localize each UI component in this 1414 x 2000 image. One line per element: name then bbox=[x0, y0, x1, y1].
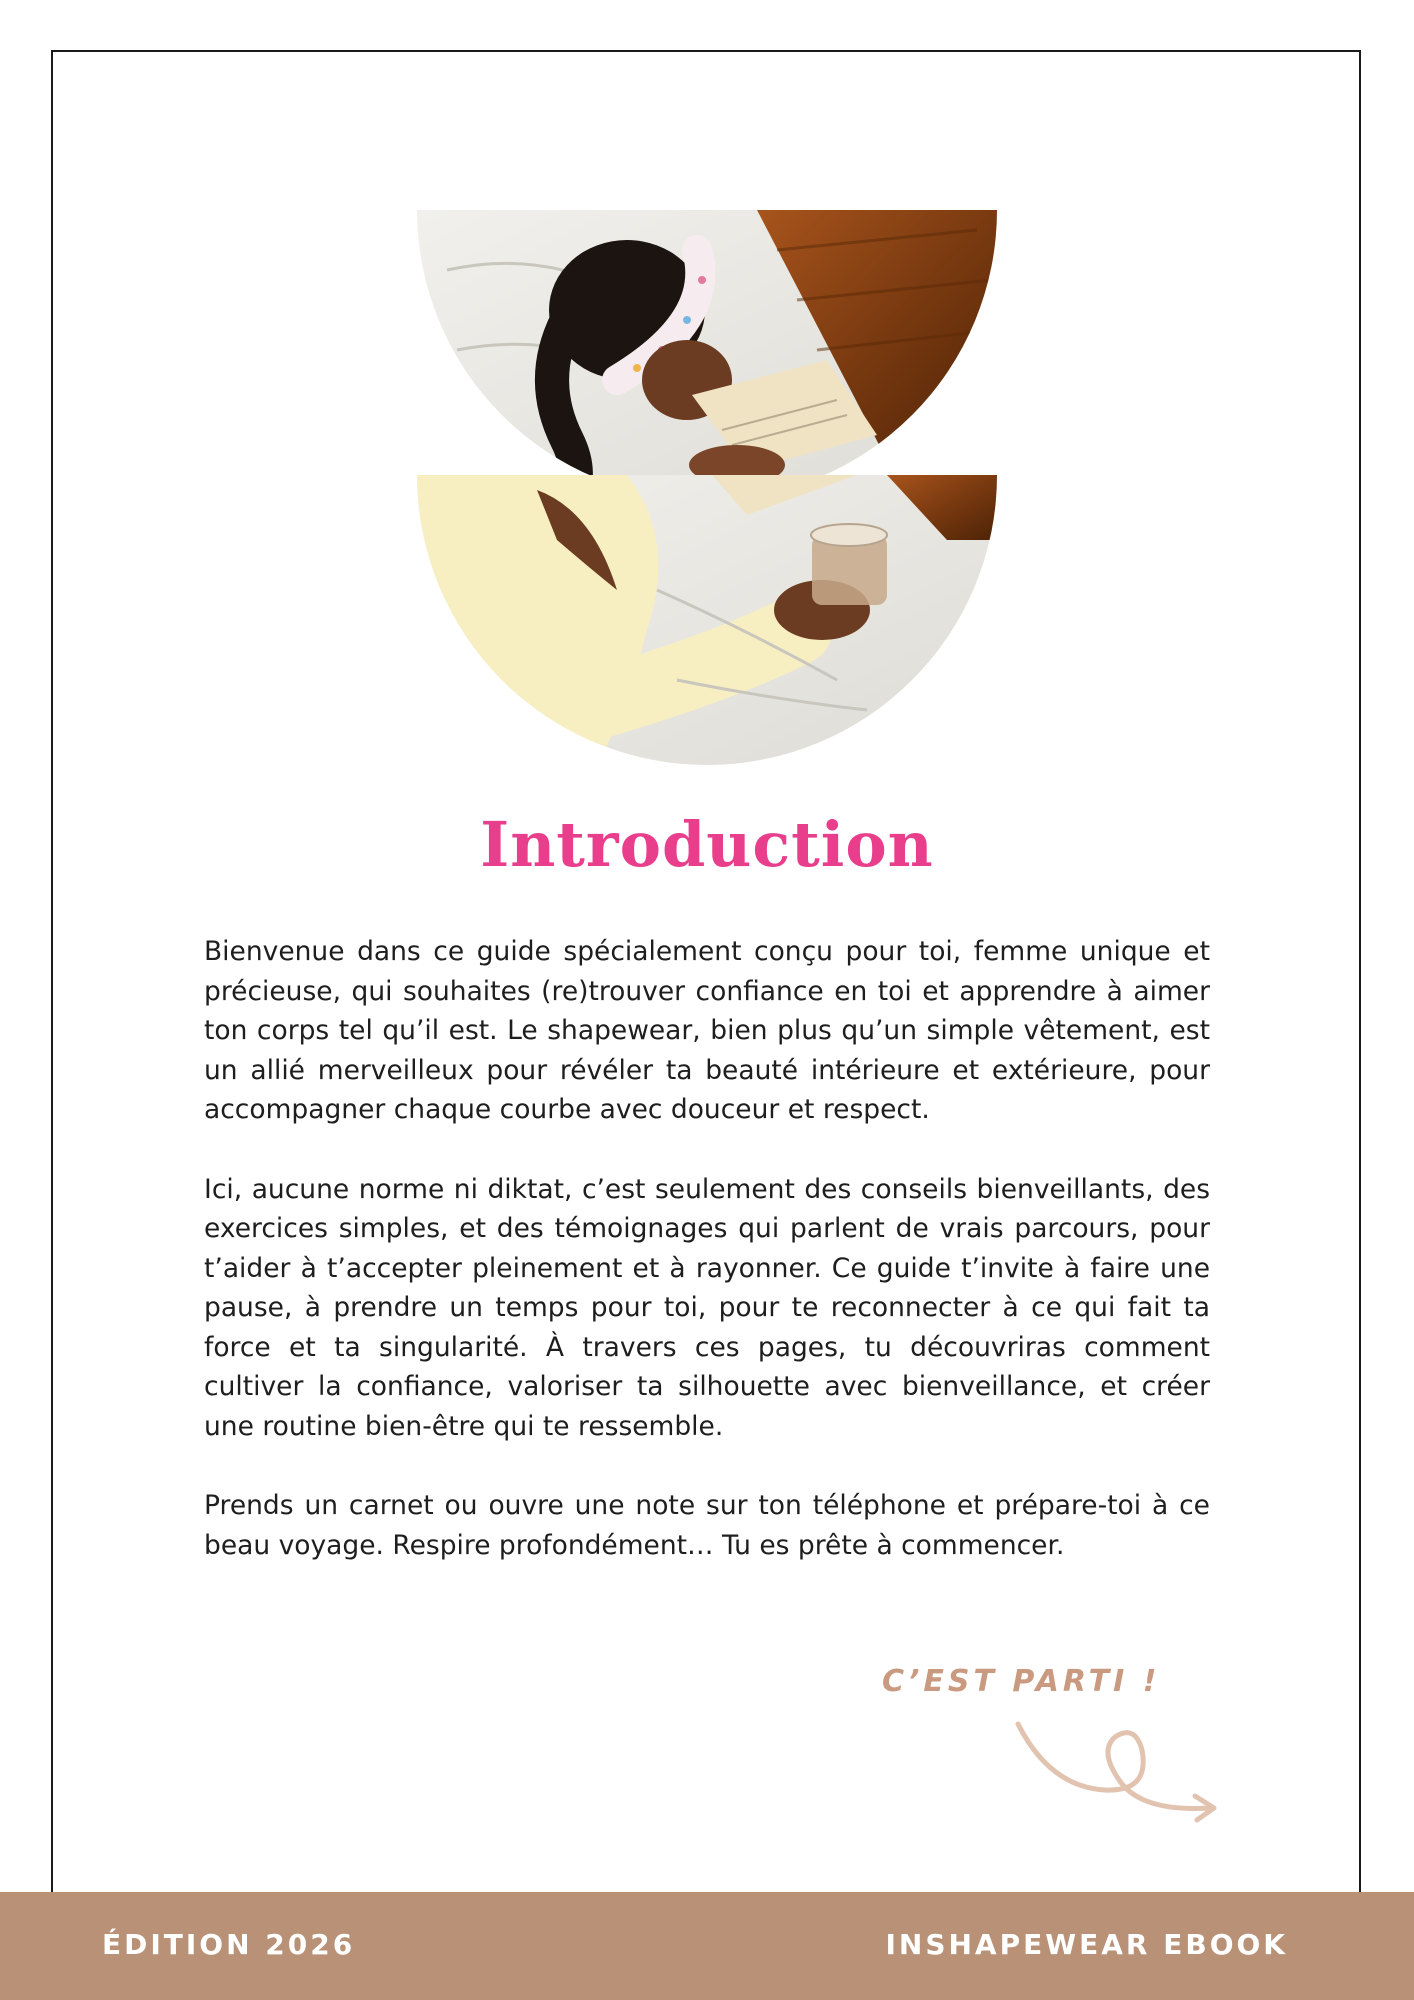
intro-paragraph: Ici, aucune norme ni diktat, c’est seulement des conseils bienveillants, des exercices simples, et des témoignages qui parlent de vrais parcours, pour t’aider à t’accepter pleinement et à rayonner. Ce guide t’invite à faire une pause, à prendre un temps pour toi, pour te reconnecter à ce qui fait ta force et ta singularité. À travers ces pages, tu découvriras comment cultiver la confiance, valoriser ta silhouette avec bienveillance, et créer une routine bien-être qui te ressemble. bbox=[204, 1173, 1210, 1442]
arrow-swirl-icon bbox=[1010, 1712, 1225, 1824]
intro-paragraph: Prends un carnet ou ouvre une note sur ton téléphone et prépare-toi à ce beau voyage. Respire profondément… Tu es prête à commencer. bbox=[204, 1490, 1210, 1561]
intro-body bbox=[204, 932, 1210, 1565]
page-title: Introduction bbox=[480, 808, 934, 881]
footer-bar bbox=[0, 1892, 1414, 2000]
intro-paragraph: Bienvenue dans ce guide spécialement conçu pour toi, femme unique et précieuse, qui souhaites (re)trouver confiance en toi et apprendre à aimer ton corps tel qu’il est. Le shapewear, bien plus qu’un simple vêtement, est un allié merveilleux pour révéler ta beauté intérieure et extérieure, pour accompagner chaque courbe avec douceur et respect. bbox=[204, 936, 1210, 1125]
cta-text: C’EST PARTI ! bbox=[882, 1664, 1161, 1699]
edition-label: ÉDITION 2026 bbox=[102, 1928, 356, 1961]
ebook-label: INSHAPEWEAR EBOOK bbox=[885, 1928, 1288, 1961]
hero-photo bbox=[417, 210, 997, 765]
